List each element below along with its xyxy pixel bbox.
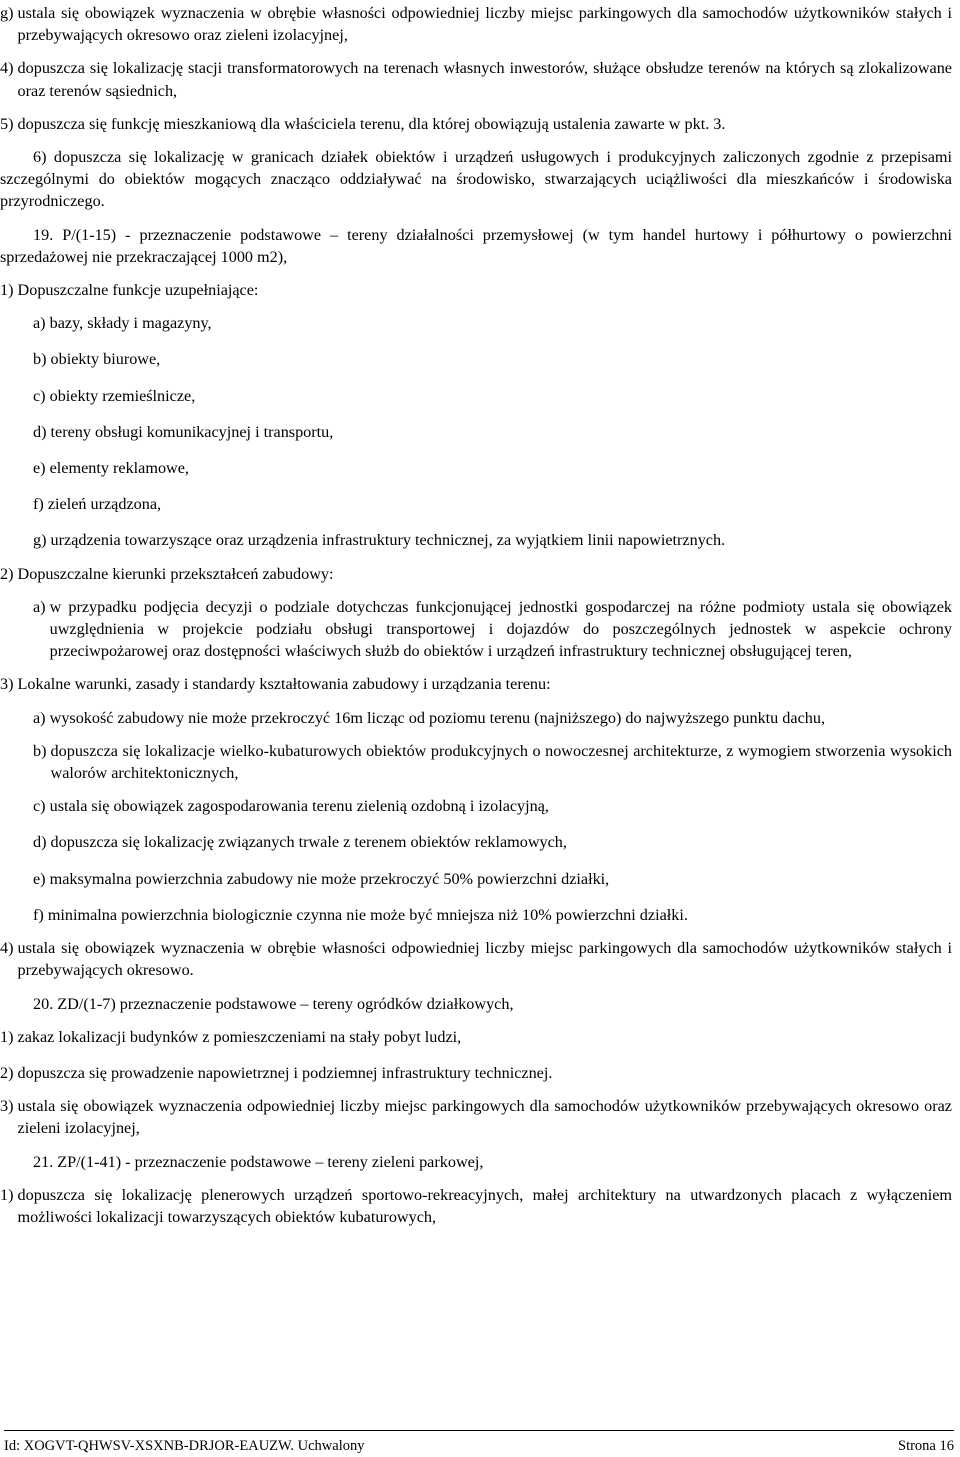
paragraph: 6) dopuszcza się lokalizację w granicach działek obiektów i urządzeń usługowych i produkcyjnych zaliczonych zgodnie z przepisami szczególnymi do obiektów mogących znacząco oddziaływać na środowisko, stwarzających uciążliwości dla mieszkańców i środowiska przyrodniczego. <box>0 148 952 211</box>
list-item: 2) dopuszcza się prowadzenie napowietrznej i podziemnej infrastruktury technicznej. <box>0 1063 553 1082</box>
section-heading-19: 19. P/(1-15) - przeznaczenie podstawowe – tereny działalności przemysłowej (w tym handel hurtowy i półhurtowy o powierzchni sprzedażowej nie przekraczającej 1000 m2), <box>0 225 952 266</box>
list-marker: a) <box>33 708 50 727</box>
section-heading-20: 20. ZD/(1-7) przeznaczenie podstawowe – tereny ogródków działkowych, <box>33 994 514 1013</box>
paragraph: 3) Lokalne warunki, zasady i standardy kształtowania zabudowy i urządzania terenu: <box>0 675 551 694</box>
paragraph: 2) Dopuszczalne kierunki przekształceń zabudowy: <box>0 564 334 583</box>
list-item <box>0 937 952 981</box>
list-text: dopuszcza się funkcję mieszkaniową dla właściciela terenu, dla której obowiązują ustalenia zawarte w pkt. 3. <box>17 114 726 133</box>
list-item: a) bazy, składy i magazyny, <box>33 314 212 333</box>
list-marker: 4) <box>0 59 18 78</box>
list-item: 1) zakaz lokalizacji budynków z pomieszczeniami na stały pobyt ludzi, <box>0 1027 462 1046</box>
list-marker: b) <box>33 741 51 760</box>
list-marker: 1) <box>0 1185 18 1204</box>
list-item <box>0 596 952 663</box>
list-item <box>0 113 952 135</box>
list-marker: 3) <box>0 1097 18 1116</box>
list-text: ustala się obowiązek wyznaczenia w obrębie własności odpowiedniej liczby miejsc parkingowych dla samochodów użytkowników stałych i przebywających okresowo. <box>17 939 952 980</box>
list-text: dopuszcza się lokalizację stacji transformatorowych na terenach własnych inwestorów, służące obsłudze terenów na których są zlokalizowane oraz terenów sąsiednich, <box>17 59 952 100</box>
list-item: c) ustala się obowiązek zagospodarowania terenu zielenią ozdobną i izolacyjną, <box>33 797 549 816</box>
list-marker: 4) <box>0 939 18 958</box>
page-footer <box>4 1430 954 1457</box>
list-item <box>0 57 952 101</box>
list-item <box>0 740 952 784</box>
list-item <box>0 1184 952 1228</box>
section-heading-21: 21. ZP/(1-41) - przeznaczenie podstawowe – tereny zieleni parkowej, <box>33 1152 484 1171</box>
list-item: b) obiekty biurowe, <box>33 350 161 369</box>
list-item <box>0 2 952 46</box>
document-id: Id: XOGVT-QHWSV-XSXNB-DRJOR-EAUZW. Uchwalony <box>4 1438 365 1454</box>
list-text: ustala się obowiązek wyznaczenia odpowiedniej liczby miejsc parkingowych dla samochodów użytkowników przebywających okresowo oraz zieleni izolacyjnej, <box>17 1097 952 1138</box>
list-item: g) urządzenia towarzyszące oraz urządzenia infrastruktury technicznej, za wyjątkiem linii napowietrznych. <box>33 531 726 550</box>
list-text: dopuszcza się lokalizacje wielko-kubaturowych obiektów produkcyjnych o nowoczesnej architekturze, z wymogiem stworzenia wysokich walorów architektonicznych, <box>50 741 952 783</box>
list-text: wysokość zabudowy nie może przekroczyć 16m licząc od poziomu terenu (najniższego) do najwyższego punktu dachu, <box>49 708 826 727</box>
list-text: dopuszcza się lokalizację plenerowych urządzeń sportowo-rekreacyjnych, małej architektury na utwardzonych placach z wyłączeniem możliwości lokalizacji towarzyszących obiektów kubaturowych, <box>17 1185 952 1226</box>
list-text: w przypadku podjęcia decyzji o podziale dotychczas funkcjonującej jednostki gospodarczej na różne podmioty ustala się obowiązek uwzględnienia w projekcie podziału obsługi transportowej i dojazdów do poszczególnych jednostek w aspekcie ochrony przeciwpożarowej oraz dostępności właściwych służb do obiektów i urządzeń infrastruktury technicznej obsługującej teren, <box>49 597 952 661</box>
list-item <box>0 1095 952 1139</box>
list-marker: a) <box>33 597 50 616</box>
list-marker: 5) <box>0 114 18 133</box>
list-item: f) minimalna powierzchnia biologicznie czynna nie może być mniejsza niż 10% powierzchni działki. <box>33 905 688 924</box>
page-number: Strona 16 <box>898 1438 954 1454</box>
list-item: e) elementy reklamowe, <box>33 459 189 478</box>
list-item: e) maksymalna powierzchnia zabudowy nie może przekroczyć 50% powierzchni działki, <box>33 869 610 888</box>
list-item: c) obiekty rzemieślnicze, <box>33 386 196 405</box>
paragraph: 1) Dopuszczalne funkcje uzupełniające: <box>0 281 259 300</box>
list-item: d) tereny obsługi komunikacyjnej i transportu, <box>33 422 334 441</box>
list-marker: g) <box>0 4 18 22</box>
list-item <box>0 707 952 729</box>
list-item: f) zieleń urządzona, <box>33 495 162 514</box>
list-item: d) dopuszcza się lokalizację związanych trwale z terenem obiektów reklamowych, <box>33 833 567 852</box>
list-text: ustala się obowiązek wyznaczenia w obrębie własności odpowiedniej liczby miejsc parkingowych dla samochodów użytkowników stałych i przebywających okresowo oraz zieleni izolacyjnej, <box>17 4 952 45</box>
